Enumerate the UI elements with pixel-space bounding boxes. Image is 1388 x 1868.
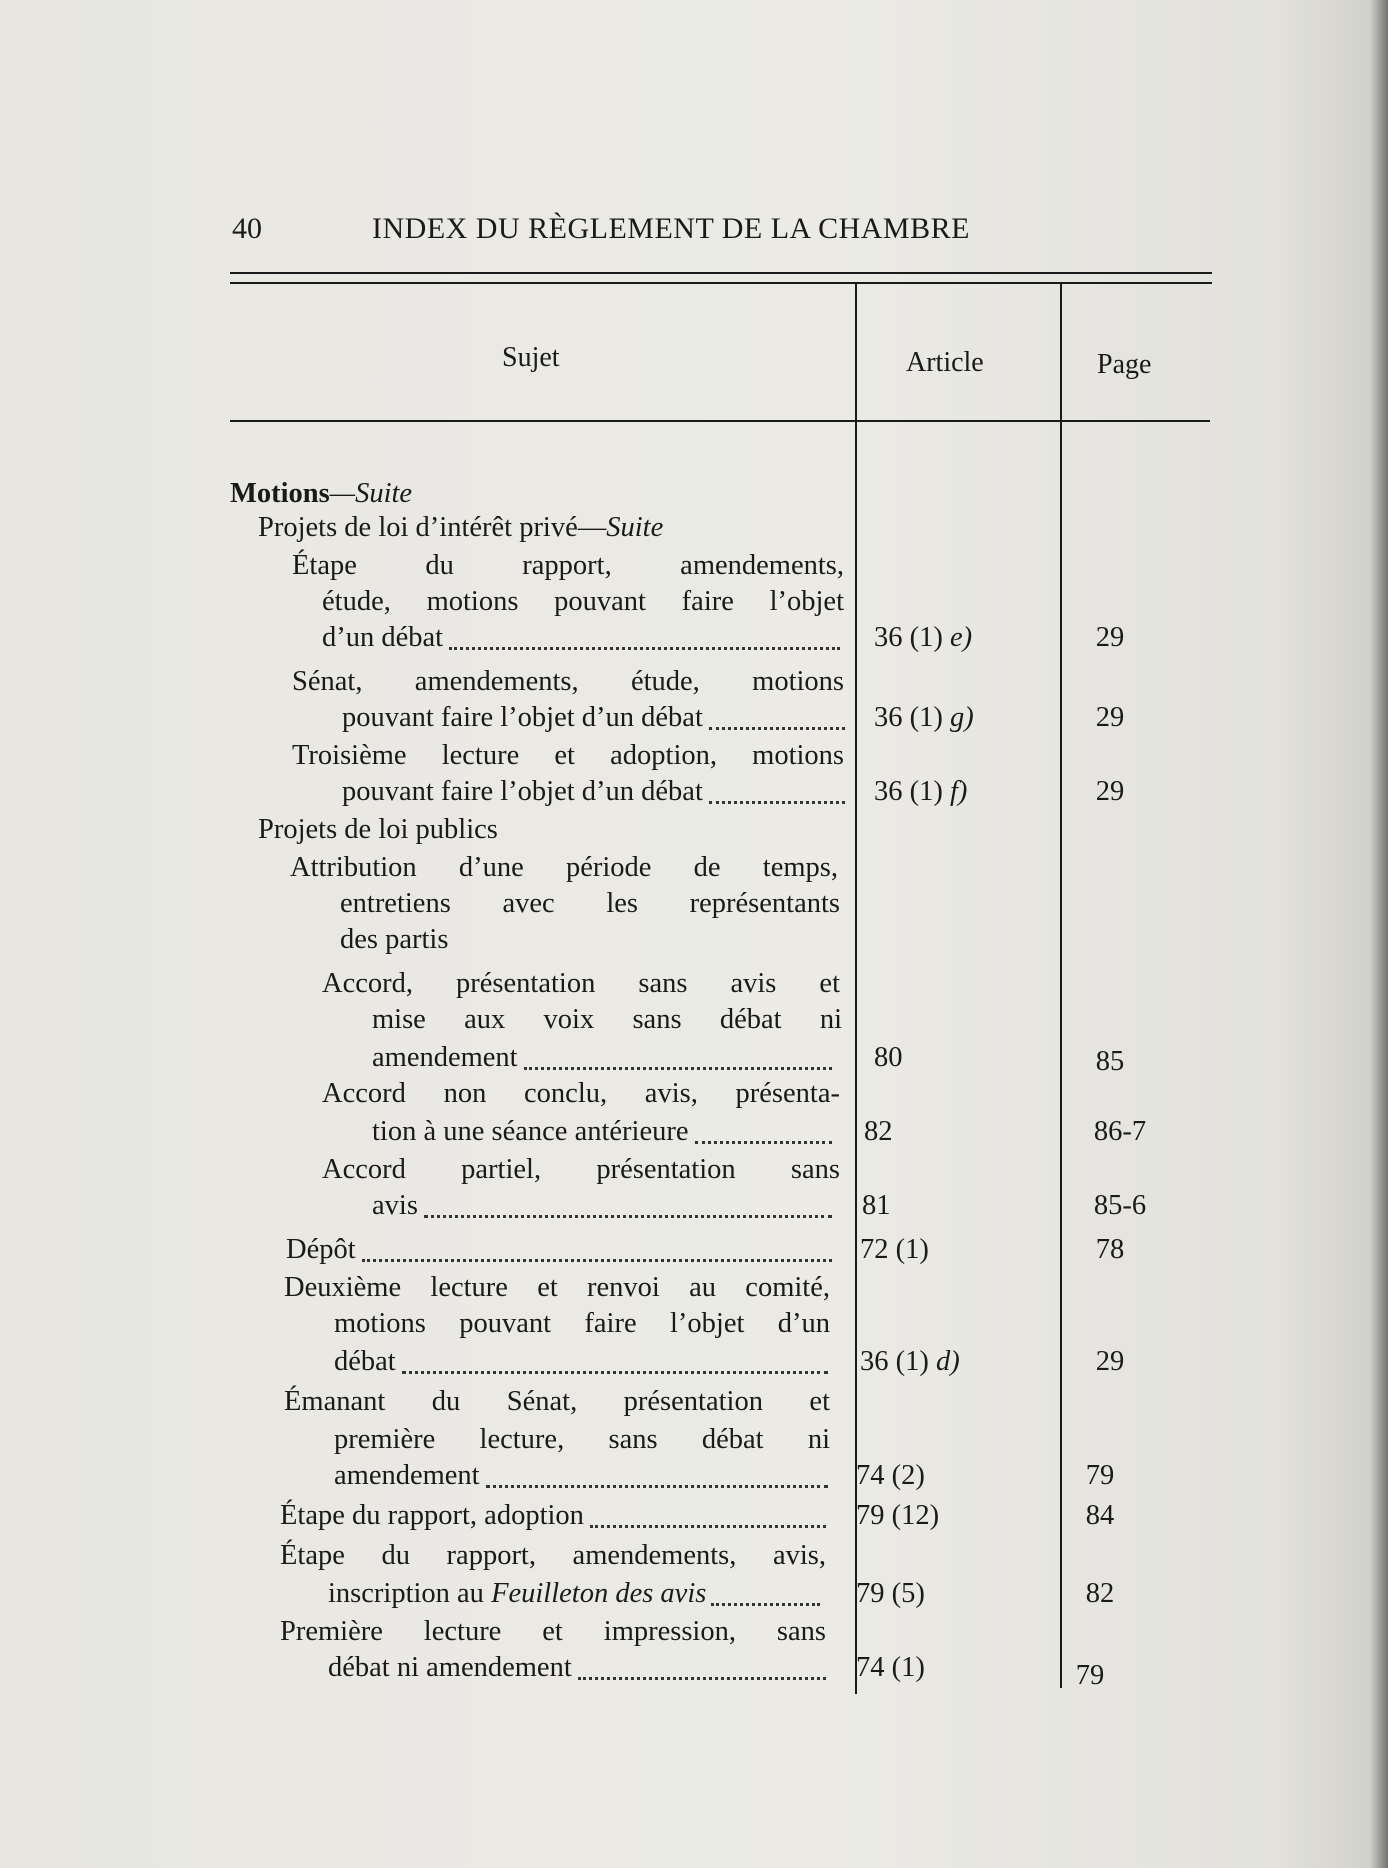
index-entry-line: Accord partiel, présentation sans bbox=[322, 1154, 840, 1185]
column-header-page: Page bbox=[1097, 349, 1152, 380]
index-entry-line: Sénat, amendements, étude, motions bbox=[292, 666, 844, 697]
index-entry-line: Dépôt bbox=[286, 1234, 356, 1265]
column-header-article: Article bbox=[906, 347, 984, 378]
article-reference: 81 bbox=[862, 1190, 891, 1221]
page-reference: 79 bbox=[1085, 1460, 1115, 1491]
dot-leader bbox=[402, 1338, 828, 1374]
index-entry-line: Étape du rapport, adoption bbox=[280, 1500, 584, 1531]
dot-leader bbox=[709, 694, 845, 730]
running-title: INDEX DU RÈGLEMENT DE LA CHAMBRE bbox=[372, 212, 970, 245]
index-entry-line: Étape du rapport, amendements, bbox=[292, 550, 844, 581]
index-entry-line: Deuxième lecture et renvoi au comité, bbox=[284, 1272, 830, 1303]
article-reference: 80 bbox=[874, 1042, 903, 1073]
dot-leader bbox=[709, 768, 845, 804]
section-heading-title: Motions bbox=[230, 478, 330, 509]
column-header-subject: Sujet bbox=[502, 342, 560, 373]
index-entry-line: débat ni amendement bbox=[328, 1652, 572, 1683]
article-reference: 36 (1) g) bbox=[874, 702, 974, 733]
dot-leader bbox=[695, 1108, 833, 1144]
index-entry-line: Attribution d’une période de temps, bbox=[290, 852, 838, 883]
dot-leader bbox=[590, 1492, 826, 1528]
article-reference: 79 (12) bbox=[856, 1500, 940, 1531]
header-bottom-rule bbox=[230, 420, 1210, 422]
section-heading bbox=[230, 476, 412, 512]
page-reference: 78 bbox=[1095, 1234, 1125, 1265]
index-entry-line: mise aux voix sans débat ni bbox=[372, 1004, 842, 1035]
binding-shadow bbox=[1370, 0, 1388, 1868]
page-reference: 79 bbox=[1075, 1660, 1105, 1691]
page-reference: 29 bbox=[1095, 776, 1125, 807]
section-heading-suffix: —Suite bbox=[329, 478, 413, 509]
article-reference: 82 bbox=[864, 1116, 893, 1147]
index-entry-line: amendement bbox=[334, 1460, 480, 1491]
page-reference: 29 bbox=[1095, 1346, 1125, 1377]
page-reference: 29 bbox=[1095, 622, 1125, 653]
dot-leader bbox=[424, 1182, 832, 1218]
index-entry-line: étude, motions pouvant faire l’objet bbox=[322, 586, 844, 617]
index-entry-line: tion à une séance antérieure bbox=[372, 1116, 689, 1147]
article-reference: 79 (5) bbox=[856, 1578, 925, 1609]
index-entry-line: Projets de loi d’intérêt privé—Suite bbox=[258, 512, 664, 543]
dot-leader bbox=[524, 1034, 832, 1070]
page-reference: 85 bbox=[1095, 1046, 1125, 1077]
index-entry-line: motions pouvant faire l’objet d’un bbox=[334, 1308, 830, 1339]
index-entry-line: Émanant du Sénat, présentation et bbox=[284, 1386, 830, 1417]
index-entry-line: avis bbox=[372, 1190, 418, 1221]
article-reference: 36 (1) d) bbox=[860, 1346, 960, 1377]
page-reference: 84 bbox=[1085, 1500, 1115, 1531]
index-entry-line: Étape du rapport, amendements, avis, bbox=[280, 1540, 826, 1571]
index-entry-line: inscription au Feuilleton des avis bbox=[328, 1578, 707, 1609]
page-reference: 82 bbox=[1085, 1578, 1115, 1609]
index-entry-line: Accord non conclu, avis, présenta- bbox=[322, 1078, 840, 1109]
dot-leader bbox=[578, 1644, 826, 1680]
dot-leader bbox=[362, 1226, 832, 1262]
index-entry-line: débat bbox=[334, 1346, 396, 1377]
page-header bbox=[232, 208, 1212, 252]
article-reference: 74 (1) bbox=[856, 1652, 925, 1683]
index-entry-line: d’un débat bbox=[322, 622, 444, 653]
article-reference: 36 (1) e) bbox=[874, 622, 973, 653]
article-reference: 72 (1) bbox=[860, 1234, 929, 1265]
index-entry-line: entretiens avec les représentants bbox=[340, 888, 840, 919]
top-double-rule-2 bbox=[230, 282, 1212, 284]
index-entry-line: pouvant faire l’objet d’un débat bbox=[342, 702, 703, 733]
dot-leader bbox=[711, 1570, 820, 1606]
page-reference: 29 bbox=[1095, 702, 1125, 733]
index-entry-line: pouvant faire l’objet d’un débat bbox=[342, 776, 703, 807]
dot-leader bbox=[486, 1452, 828, 1488]
index-entry-line: des partis bbox=[340, 924, 449, 955]
index-entry-line: Première lecture et impression, sans bbox=[280, 1616, 826, 1647]
index-entry-line: Troisième lecture et adoption, motions bbox=[292, 740, 844, 771]
dot-leader bbox=[449, 614, 840, 650]
index-entry-line: Accord, présentation sans avis et bbox=[322, 968, 840, 999]
article-reference: 74 (2) bbox=[856, 1460, 925, 1491]
index-entry-line: amendement bbox=[372, 1042, 518, 1073]
top-double-rule-1 bbox=[230, 272, 1212, 274]
article-reference: 36 (1) f) bbox=[874, 776, 968, 807]
page-reference: 85-6 bbox=[1093, 1190, 1147, 1221]
index-entry-line: Projets de loi publics bbox=[258, 814, 498, 845]
page-number: 40 bbox=[232, 212, 262, 245]
index-entry-line: première lecture, sans débat ni bbox=[334, 1424, 830, 1455]
page-reference: 86-7 bbox=[1093, 1116, 1147, 1147]
